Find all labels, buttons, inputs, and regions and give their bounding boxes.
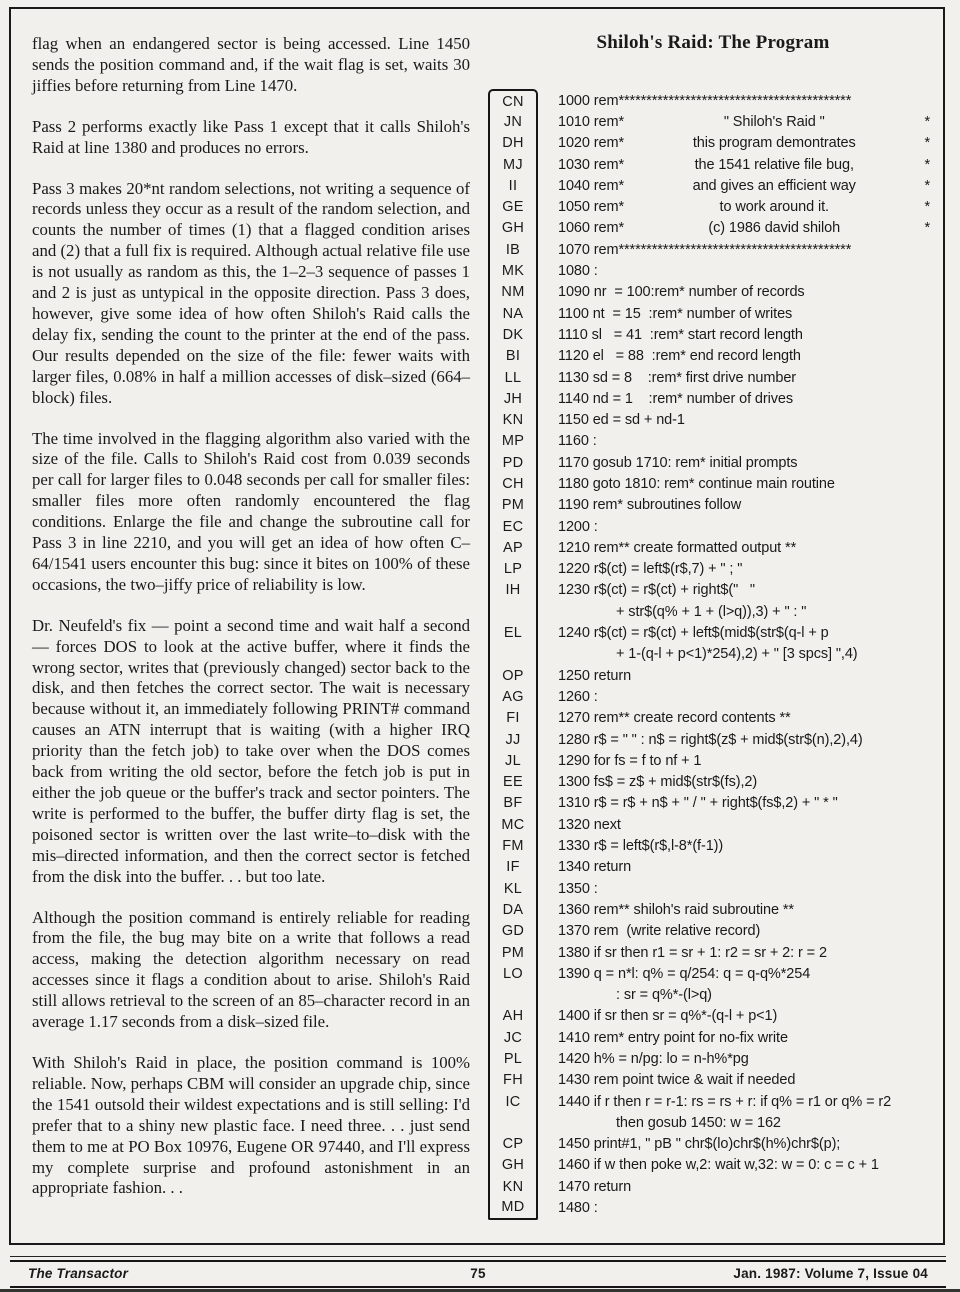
- checksum-code: IB: [488, 239, 538, 260]
- code-text: 1320 next: [558, 816, 621, 833]
- code-text: 1100 nt = 15 :rem* number of writes: [558, 305, 793, 322]
- checksum-code: CN: [488, 89, 538, 112]
- listing-row: [488, 239, 938, 260]
- checksum-code: MC: [488, 814, 538, 835]
- listing-row: [488, 303, 938, 324]
- code-text: 1130 sd = 8 :rem* first drive number: [558, 369, 797, 386]
- listing-row: [488, 814, 938, 835]
- code-text: 1180 goto 1810: rem* continue main routine: [558, 475, 835, 492]
- checksum-code: NA: [488, 303, 538, 324]
- footer-issue-info: Jan. 1987: Volume 7, Issue 04: [733, 1266, 929, 1281]
- listing-row: [488, 857, 938, 878]
- footer-magazine-name: The Transactor: [28, 1266, 129, 1281]
- article-paragraph: Pass 2 performs exactly like Pass 1 except that it calls Shiloh's Raid at line 1380 and produces no errors.: [32, 116, 470, 157]
- listing-row: [488, 452, 938, 473]
- code-text: : sr = q%*-(l>q): [616, 987, 712, 1004]
- code-text: 1120 el = 88 :rem* end record length: [558, 348, 801, 365]
- listing-row: [488, 1176, 938, 1197]
- checksum-code: FH: [488, 1070, 538, 1091]
- listing-row: [488, 1134, 938, 1155]
- checksum-code: KN: [488, 1176, 538, 1197]
- code-text: 1260 :: [558, 688, 598, 705]
- code-text: 1060 rem* (c) 1986 david shiloh *: [558, 220, 930, 237]
- article-paragraph: With Shiloh's Raid in place, the position command is 100% reliable. Now, perhaps CBM will consider an upgrade chip, since the 1541 outsold their wildest expectations and is still selling: I'd prefer that to a shiny new plastic face. I need three. . . just send them to me at PO Box 10976, Eugene OR 97440, and I'll express my complete surprise and profound astonishment in an appropriate fashion. . .: [32, 1052, 470, 1198]
- listing-row: [488, 346, 938, 367]
- code-text: 1080 :: [558, 263, 598, 280]
- checksum-code: GH: [488, 1155, 538, 1176]
- code-text: 1340 return: [558, 859, 632, 876]
- listing-row: [488, 878, 938, 899]
- code-text: 1240 r$(ct) = r$(ct) + left$(mid$(str$(q-l + p: [558, 625, 829, 642]
- listing-row: [488, 90, 938, 111]
- checksum-code: PD: [488, 452, 538, 473]
- checksum-code: KL: [488, 878, 538, 899]
- checksum-code: GD: [488, 921, 538, 942]
- listing-row: [488, 473, 938, 494]
- checksum-code: AH: [488, 1006, 538, 1027]
- listing-title: Shiloh's Raid: The Program: [596, 32, 830, 53]
- code-text: + str$(q% + 1 + (l>q)),3) + " : ": [616, 603, 807, 620]
- checksum-code: JN: [488, 111, 538, 132]
- listing-row: [488, 260, 938, 281]
- checksum-code: BF: [488, 793, 538, 814]
- listing-row: [488, 793, 938, 814]
- footer-page-number: 75: [470, 1266, 486, 1281]
- listing-row: [488, 1112, 938, 1133]
- code-text: 1400 if sr then sr = q%*-(q-l + p<1): [558, 1008, 778, 1025]
- checksum-code: MK: [488, 260, 538, 281]
- code-text: 1050 rem* to work around it. *: [558, 199, 930, 216]
- code-text: 1410 rem* entry point for no-fix write: [558, 1029, 788, 1046]
- code-text: 1220 r$(ct) = left$(r$,7) + " ; ": [558, 561, 743, 578]
- code-text: 1000 rem******************************************: [558, 92, 852, 109]
- checksum-code: LP: [488, 559, 538, 580]
- code-text: 1190 rem* subroutines follow: [558, 497, 742, 514]
- listing-row: [488, 1197, 938, 1218]
- checksum-code: PM: [488, 942, 538, 963]
- listing-row: [488, 495, 938, 516]
- code-text: 1300 fs$ = z$ + mid$(str$(fs),2): [558, 774, 758, 791]
- listing-row: [488, 324, 938, 345]
- checksum-code: MP: [488, 431, 538, 452]
- checksum-code: AG: [488, 686, 538, 707]
- code-text: + 1-(q-l + p<1)*254),2) + " [3 spcs] ",4): [616, 646, 858, 663]
- code-text: 1370 rem (write relative record): [558, 923, 761, 940]
- code-text: 1200 :: [558, 518, 598, 535]
- code-text: 1380 if sr then r1 = sr + 1: r2 = sr + 2: r = 2: [558, 944, 827, 961]
- checksum-code: NM: [488, 282, 538, 303]
- listing-row: [488, 175, 938, 196]
- checksum-code: GE: [488, 196, 538, 217]
- checksum-code: LL: [488, 367, 538, 388]
- code-text: 1460 if w then poke w,2: wait w,32: w = 0: c = c + 1: [558, 1157, 879, 1174]
- article-column: [32, 34, 470, 1219]
- checksum-code: EC: [488, 516, 538, 537]
- checksum-code: FI: [488, 708, 538, 729]
- checksum-code: CP: [488, 1134, 538, 1155]
- code-text: 1430 rem point twice & wait if needed: [558, 1072, 796, 1089]
- listing-row: [488, 1006, 938, 1027]
- program-listing-column: [488, 32, 938, 1219]
- checksum-code: JC: [488, 1027, 538, 1048]
- listing-row: [488, 644, 938, 665]
- listing-row: [488, 942, 938, 963]
- checksum-code: BI: [488, 346, 538, 367]
- checksum-code: OP: [488, 665, 538, 686]
- checksum-code: IC: [488, 1091, 538, 1112]
- listing-row: [488, 196, 938, 217]
- code-text: 1280 r$ = " " : n$ = right$(z$ + mid$(str$(n),2),4): [558, 731, 863, 748]
- checksum-code: KN: [488, 409, 538, 430]
- code-text: 1390 q = n*l: q% = q/254: q = q-q%*254: [558, 965, 811, 982]
- article-paragraph: The time involved in the flagging algorithm also varied with the size of the file. Calls to Shiloh's Raid cost from 0.039 seconds per call for larger files to 0.048 seconds per call for smaller files: smaller files more often randomly encountered the flag conditions. Enlarge the file and change the subroutine call for Pass 3 in line 2210, and you will get an idea of how often C–64/1541 users encounter this bug: since it bites on 100% of these occasions, the two–jiffy price of reliability is low.: [32, 428, 470, 594]
- checksum-code: [488, 984, 538, 1005]
- listing-row: [488, 154, 938, 175]
- listing-row: [488, 963, 938, 984]
- listing-row: [488, 1070, 938, 1091]
- code-text: 1160 :: [558, 433, 597, 450]
- checksum-code: JJ: [488, 729, 538, 750]
- code-text: 1020 rem* this program demontrates *: [558, 135, 930, 152]
- checksum-code: [488, 1112, 538, 1133]
- code-text: 1360 rem** shiloh's raid subroutine **: [558, 901, 794, 918]
- listing-row: [488, 1155, 938, 1176]
- listing-row: [488, 601, 938, 622]
- code-text: 1040 rem* and gives an efficient way *: [558, 177, 930, 194]
- code-text: 1110 sl = 41 :rem* start record length: [558, 326, 803, 343]
- listing-row: [488, 1027, 938, 1048]
- checksum-code: FM: [488, 835, 538, 856]
- code-text: 1270 rem** create record contents **: [558, 710, 791, 727]
- checksum-code: JL: [488, 750, 538, 771]
- checksum-code: AP: [488, 537, 538, 558]
- listing-row: [488, 367, 938, 388]
- code-text: 1450 print#1, " pB " chr$(lo)chr$(h%)chr$(p);: [558, 1136, 841, 1153]
- listing-row: [488, 899, 938, 920]
- listing-row: [488, 409, 938, 430]
- checksum-code: JH: [488, 388, 538, 409]
- code-text: then gosub 1450: w = 162: [616, 1114, 781, 1131]
- article-paragraph: Dr. Neufeld's fix — point a second time and wait half a second — forces DOS to look at the active buffer, where it finds the wrong sector, writes that (previously changed) sector back to the disk, and then fetches the correct sector. The wait is necessary because without it, an immediately following PRINT# command causes an ATN interrupt that is waiting (with a higher IRQ priority than the fetch job) to take over when the DOS comes back from writing the old sector, before the fetch job is put in either the job queue or the buffer's track and sector pointers. The write is performed to the buffer, the buffer dirty flag is set, the poisoned sector is written over the last write–to–disk with the mis–directed information, and then the correct sector is fetched from the disk into the buffer. . . but too late.: [32, 615, 470, 886]
- checksum-code: PL: [488, 1048, 538, 1069]
- listing-row: [488, 665, 938, 686]
- checksum-code: PM: [488, 495, 538, 516]
- listing-row: [488, 750, 938, 771]
- listing-row: [488, 431, 938, 452]
- listing-row: [488, 708, 938, 729]
- listing-row: [488, 516, 938, 537]
- code-text: 1290 for fs = f to nf + 1: [558, 752, 702, 769]
- checksum-code: II: [488, 175, 538, 196]
- checksum-code: MD: [488, 1196, 538, 1219]
- code-text: 1030 rem* the 1541 relative file bug, *: [558, 156, 930, 173]
- footer-top-rule: [10, 1256, 946, 1257]
- checksum-code: MJ: [488, 154, 538, 175]
- checksum-code: [488, 644, 538, 665]
- listing-row: [488, 133, 938, 154]
- code-text: 1420 h% = n/pg: lo = n-h%*pg: [558, 1051, 749, 1067]
- code-text: 1470 return: [558, 1178, 632, 1195]
- listing-row: [488, 622, 938, 643]
- checksum-code: IH: [488, 580, 538, 601]
- checksum-code: IF: [488, 857, 538, 878]
- checksum-code: DK: [488, 324, 538, 345]
- code-text: 1480 :: [558, 1200, 598, 1217]
- code-text: 1440 if r then r = r-1: rs = rs + r: if q% = r1 or q% = r2: [558, 1093, 892, 1110]
- code-text: 1250 return: [558, 667, 632, 684]
- listing-row: [488, 729, 938, 750]
- listing-row: [488, 1048, 938, 1069]
- code-text: 1170 gosub 1710: rem* initial prompts: [558, 454, 798, 471]
- listing-row: [488, 218, 938, 239]
- code-text: 1210 rem** create formatted output **: [558, 539, 797, 556]
- code-text: 1350 :: [558, 880, 598, 897]
- article-paragraph: Although the position command is entirely reliable for reading from the file, the bug may bite on a write that follows a read access, making the detection algorithm necessary on read accesses since it flags a condition about to arise. Shiloh's Raid still allows retrieval to the screen of an 85–character record in an average 1.17 seconds from a disk–sized file.: [32, 907, 470, 1032]
- listing-rows: [488, 90, 938, 1219]
- listing-row: [488, 559, 938, 580]
- code-text: 1230 r$(ct) = r$(ct) + right$(" ": [558, 582, 755, 599]
- article-paragraph: Pass 3 makes 20*nt random selections, not writing a sequence of records unless they occur as a result of the random selection, and counts the number of times (1) that a flagged condition arises and (2) that a full fix is required. Although actual relative file use is not usually as random as this, the 1–2–3 sequence of passes 1 and 2 is just as untypical in the opposite direction. Pass 3 does, however, give some idea of how often Shiloh's Raid calls the delay fix, sending the count to the printer at the end of the pass. Our results depended on the size of the file: fewer waits with larger files, 0.08% in half a million accesses of disk–sized (664–block) files.: [32, 178, 470, 407]
- checksum-code: CH: [488, 473, 538, 494]
- checksum-code: DH: [488, 133, 538, 154]
- article-paragraph: flag when an endangered sector is being accessed. Line 1450 sends the position command and, if the wait flag is set, waits 30 jiffies before returning from Line 1470.: [32, 34, 470, 95]
- checksum-code: [488, 601, 538, 622]
- listing-row: [488, 111, 938, 132]
- checksum-code: DA: [488, 899, 538, 920]
- listing-row: [488, 835, 938, 856]
- code-text: 1010 rem* " Shiloh's Raid " *: [558, 113, 930, 130]
- code-text: 1330 r$ = left$(r$,l-8*(f-1)): [558, 838, 724, 855]
- listing-row: [488, 921, 938, 942]
- listing-row: [488, 537, 938, 558]
- code-text: 1150 ed = sd + nd-1: [558, 412, 685, 429]
- listing-row: [488, 282, 938, 303]
- checksum-code: EL: [488, 622, 538, 643]
- code-text: 1070 rem******************************************: [558, 241, 852, 258]
- listing-row: [488, 1091, 938, 1112]
- code-text: 1310 r$ = r$ + n$ + " / " + right$(fs$,2) + " * ": [558, 795, 838, 812]
- article-paragraphs: [32, 34, 470, 1199]
- checksum-code: LO: [488, 963, 538, 984]
- checksum-code: GH: [488, 218, 538, 239]
- listing-row: [488, 772, 938, 793]
- listing-row: [488, 984, 938, 1005]
- checksum-code: EE: [488, 772, 538, 793]
- code-text: 1140 nd = 1 :rem* number of drives: [558, 390, 794, 407]
- listing-row: [488, 388, 938, 409]
- code-text: 1090 nr = 100:rem* number of records: [558, 284, 805, 301]
- footer-band: [10, 1260, 946, 1288]
- listing-row: [488, 580, 938, 601]
- listing-row: [488, 686, 938, 707]
